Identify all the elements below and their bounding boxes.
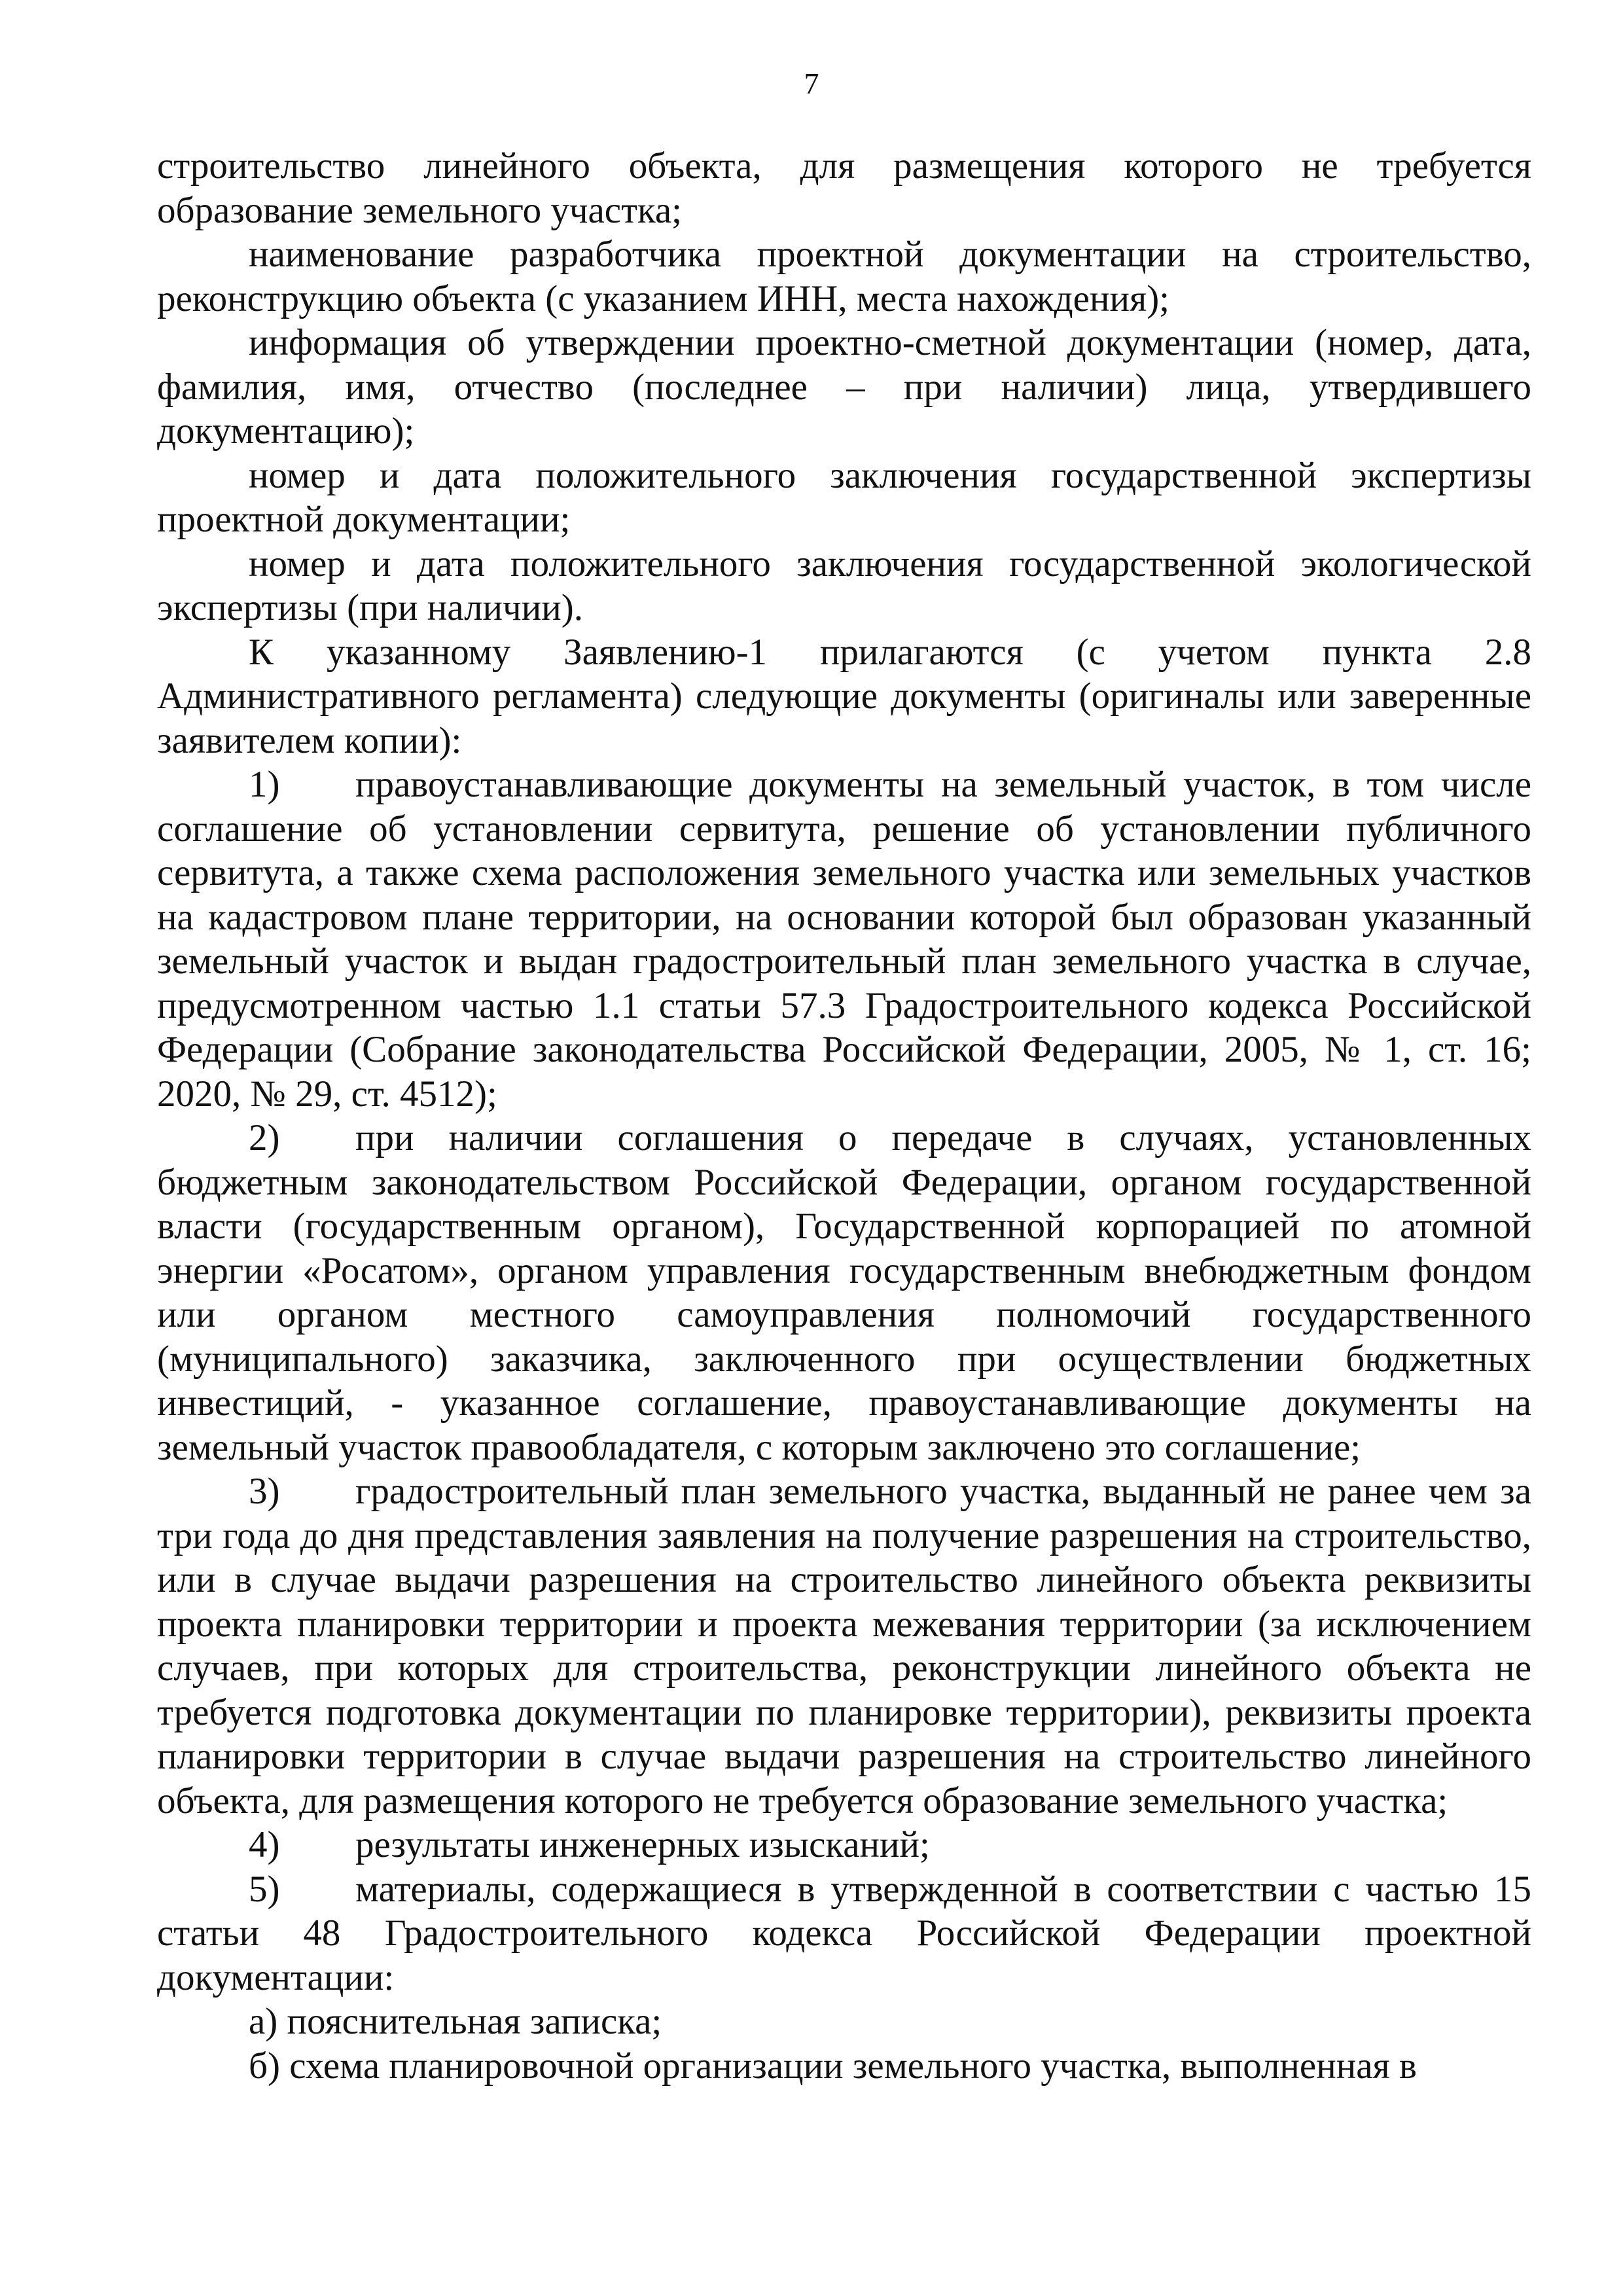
paragraph — [157, 232, 1531, 321]
list-item-text: материалы, содержащиеся в утвержденной в соответствии с частью 15 статьи 48 Градостроительного кодекса Российской Федерации проектной документации: — [157, 1868, 1531, 1998]
paragraph-text: номер и дата положительного заключения государственной экспертизы проектной документации; — [157, 454, 1531, 540]
sub-item-text: б) схема планировочной организации земельного участка, выполненная в — [249, 2045, 1417, 2087]
list-item — [157, 762, 1531, 1116]
list-item — [157, 1116, 1531, 1469]
sub-item — [157, 2044, 1531, 2089]
sub-item — [157, 2000, 1531, 2044]
list-item-number: 4) — [249, 1824, 280, 1865]
paragraph-text: строительство линейного объекта, для размещения которого не требуется образование земельного участка; — [157, 145, 1531, 231]
list-item — [157, 1867, 1531, 2000]
list-item-text: при наличии соглашения о передаче в случаях, установленных бюджетным законодательством Российской Федерации, органом государственной власти (государственным органом), Государственной корпорацией по атомной энергии «Росатом», органом управления государственным внебюджетным фондом или органом местного самоуправления полномочий государственного (муниципального) заказчика, заключенного при осуществлении бюджетных инвестиций, - указанное соглашение, правоустанавливающие документы на земельный участок правообладателя, с которым заключено это соглашение; — [157, 1117, 1531, 1468]
paragraph — [157, 630, 1531, 763]
paragraph-text: информация об утверждении проектно-сметной документации (номер, дата, фамилия, имя, отчество (последнее – при наличии) лица, утвердившего документацию); — [157, 322, 1531, 452]
list-item-number: 1) — [249, 764, 280, 805]
list-item-number: 3) — [249, 1471, 280, 1512]
document-body — [157, 144, 1531, 2088]
paragraph — [157, 144, 1531, 232]
page-number: 7 — [804, 67, 819, 100]
paragraph — [157, 321, 1531, 454]
sub-item-text: а) пояснительная записка; — [249, 2001, 662, 2042]
list-item-number: 2) — [249, 1117, 280, 1158]
list-item-number: 5) — [249, 1868, 280, 1910]
list-item-text: правоустанавливающие документы на земельный участок, в том числе соглашение об установлении сервитута, решение об установлении публичного сервитута, а также схема расположения земельного участка или земельных участков на кадастровом плане территории, на основании которой был образован указанный земельный участок и выдан градостроительный план земельного участка в случае, предусмотренном частью 1.1 статьи 57.3 Градостроительного кодекса Российской Федерации (Собрание законодательства Российской Федерации, 2005, № 1, ст. 16; 2020, № 29, ст. 4512); — [157, 764, 1531, 1115]
paragraph-text: К указанному Заявлению-1 прилагаются (с учетом пункта 2.8 Административного регламента) следующие документы (оригиналы или заверенные заявителем копии): — [157, 631, 1531, 761]
paragraph — [157, 542, 1531, 630]
paragraph — [157, 454, 1531, 542]
list-item — [157, 1469, 1531, 1823]
paragraph-text: наименование разработчика проектной документации на строительство, реконструкцию объекта (с указанием ИНН, места нахождения); — [157, 234, 1531, 319]
list-item-text: результаты инженерных изысканий; — [355, 1824, 930, 1865]
list-item — [157, 1823, 1531, 1867]
paragraph-text: номер и дата положительного заключения государственной экологической экспертизы (при наличии). — [157, 543, 1531, 628]
list-item-text: градостроительный план земельного участка, выданный не ранее чем за три года до дня представления заявления на получение разрешения на строительство, или в случае выдачи разрешения на строительство линейного объекта реквизиты проекта планировки территории и проекта межевания территории (за исключением случаев, при которых для строительства, реконструкции линейного объекта не требуется подготовка документации по планировке территории), реквизиты проекта планировки территории в случае выдачи разрешения на строительство линейного объекта, для размещения которого не требуется образование земельного участка; — [157, 1471, 1531, 1821]
